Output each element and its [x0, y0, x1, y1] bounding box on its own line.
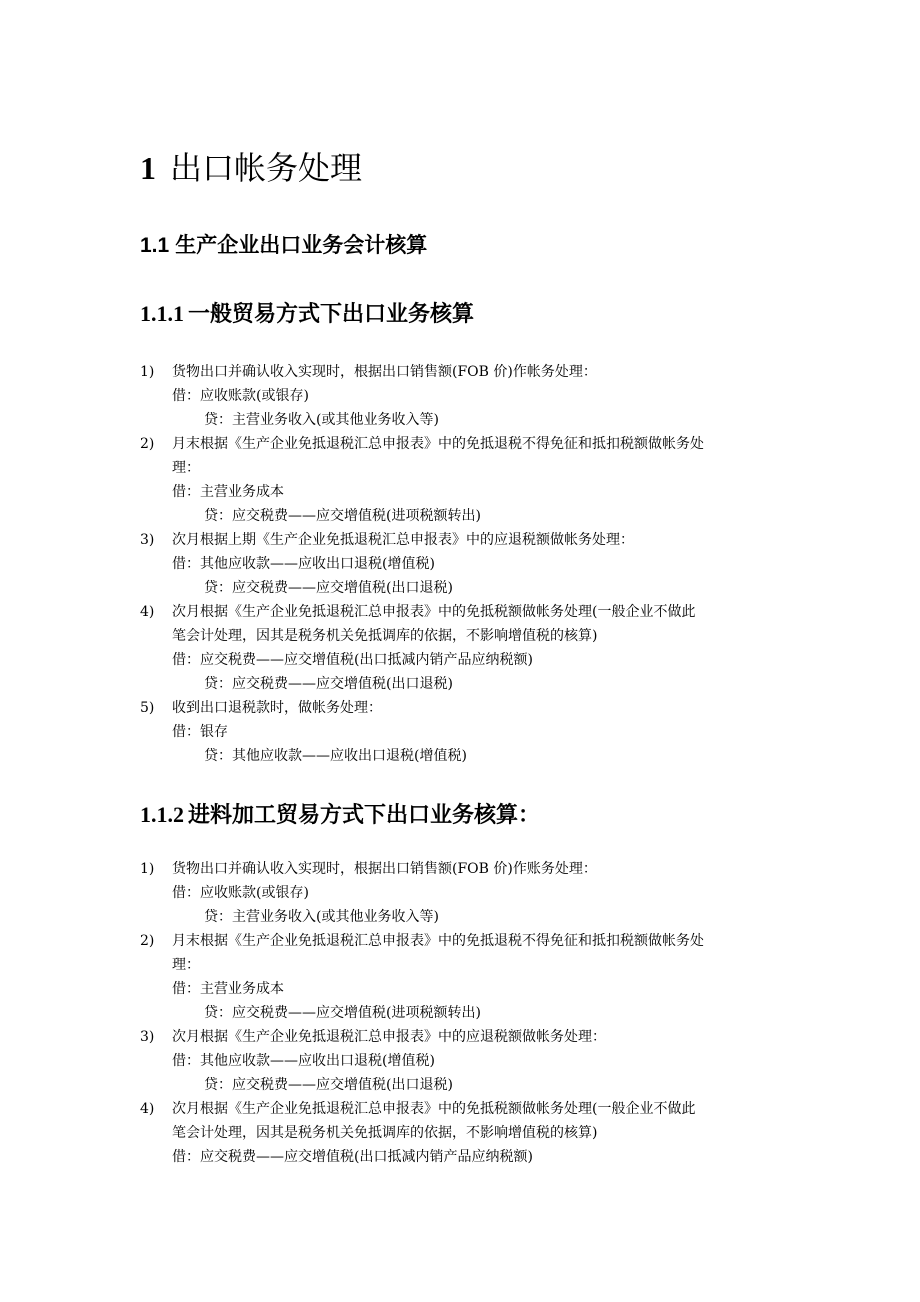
list-item	[140, 360, 790, 384]
list-item	[140, 929, 790, 953]
line-text: 笔会计处理，因其是税务机关免抵调库的依据，不影响增值税的核算)	[172, 628, 598, 644]
list-marker: 3)	[140, 1029, 155, 1045]
list-marker: 4)	[140, 1101, 155, 1117]
line-text: 月末根据《生产企业免抵退税汇总申报表》中的免抵退税不得免征和抵扣税额做帐务处	[172, 933, 704, 949]
list-marker: 1)	[140, 861, 155, 877]
line-text: 月末根据《生产企业免抵退税汇总申报表》中的免抵退税不得免征和抵扣税额做帐务处	[172, 436, 704, 452]
section-heading	[140, 229, 427, 262]
list-item	[140, 857, 790, 881]
line-text: 借：应收账款(或银存)	[172, 388, 309, 404]
credit-entry	[140, 672, 790, 696]
line-text: 收到出口退税款时，做帐务处理：	[172, 700, 382, 716]
line-text: 贷：应交税费——应交增值税(出口退税)	[204, 676, 453, 692]
line-text: 贷：应交税费——应交增值税(进项税额转出)	[204, 508, 481, 524]
list-marker: 1)	[140, 364, 155, 380]
credit-entry	[140, 905, 790, 929]
line-text: 贷：主营业务收入(或其他业务收入等)	[204, 412, 439, 428]
line-text: 货物出口并确认收入实现时，根据出口销售额(FOB 价)作账务处理：	[172, 861, 597, 877]
debit-entry	[140, 1145, 790, 1169]
line-text: 理：	[172, 957, 200, 973]
credit-entry	[140, 408, 790, 432]
list-item	[140, 1097, 790, 1121]
entry-list-2	[140, 857, 790, 1169]
line-text: 借：银存	[172, 724, 228, 740]
line-text: 贷：应交税费——应交增值税(出口退税)	[204, 1077, 453, 1093]
line-text: 笔会计处理，因其是税务机关免抵调库的依据，不影响增值税的核算)	[172, 1125, 598, 1141]
credit-entry	[140, 1001, 790, 1025]
debit-entry	[140, 648, 790, 672]
line-text: 理：	[172, 460, 200, 476]
chapter-title: 出口帐务处理	[170, 149, 363, 187]
debit-entry	[140, 384, 790, 408]
debit-entry	[140, 480, 790, 504]
line-text: 借：主营业务成本	[172, 981, 284, 997]
credit-entry	[140, 504, 790, 528]
list-marker: 2)	[140, 436, 155, 452]
line-text: 借：应交税费——应交增值税(出口抵减内销产品应纳税额)	[172, 652, 533, 668]
section-number: 1.1	[140, 234, 170, 257]
debit-entry	[140, 977, 790, 1001]
list-item	[140, 432, 790, 456]
line-text: 次月根据《生产企业免抵退税汇总申报表》中的免抵税额做帐务处理(一般企业不做此	[172, 604, 696, 620]
line-text: 次月根据《生产企业免抵退税汇总申报表》中的应退税额做帐务处理：	[172, 1029, 606, 1045]
section-title: 生产企业出口业务会计核算	[175, 233, 428, 257]
credit-entry	[140, 1073, 790, 1097]
list-item-continuation	[140, 953, 790, 977]
credit-entry	[140, 744, 790, 768]
list-item	[140, 696, 790, 720]
subsection-heading-2	[140, 798, 540, 833]
list-item	[140, 600, 790, 624]
debit-entry	[140, 881, 790, 905]
list-marker: 2)	[140, 933, 155, 949]
list-marker: 3)	[140, 532, 155, 548]
list-item-continuation	[140, 1121, 790, 1145]
line-text: 贷：主营业务收入(或其他业务收入等)	[204, 909, 439, 925]
line-text: 货物出口并确认收入实现时，根据出口销售额(FOB 价)作帐务处理：	[172, 364, 597, 380]
debit-entry	[140, 720, 790, 744]
chapter-number: 1	[140, 150, 156, 186]
debit-entry	[140, 1049, 790, 1073]
list-item	[140, 528, 790, 552]
line-text: 贷：应交税费——应交增值税(出口退税)	[204, 580, 453, 596]
line-text: 借：其他应收款——应收出口退税(增值税)	[172, 1053, 435, 1069]
line-text: 贷：其他应收款——应收出口退税(增值税)	[204, 748, 467, 764]
entry-list-1	[140, 360, 790, 768]
line-text: 借：主营业务成本	[172, 484, 284, 500]
list-item-continuation	[140, 624, 790, 648]
line-text: 次月根据上期《生产企业免抵退税汇总申报表》中的应退税额做帐务处理：	[172, 532, 634, 548]
credit-entry	[140, 576, 790, 600]
line-text: 贷：应交税费——应交增值税(进项税额转出)	[204, 1005, 481, 1021]
debit-entry	[140, 552, 790, 576]
list-item-continuation	[140, 456, 790, 480]
line-text: 借：应收账款(或银存)	[172, 885, 309, 901]
line-text: 借：其他应收款——应收出口退税(增值税)	[172, 556, 435, 572]
subsection-title: 一般贸易方式下出口业务核算	[188, 302, 475, 327]
chapter-heading	[140, 146, 362, 190]
list-marker: 4)	[140, 604, 155, 620]
line-text: 借：应交税费——应交增值税(出口抵减内销产品应纳税额)	[172, 1149, 533, 1165]
subsection-title: 进料加工贸易方式下出口业务核算：	[188, 803, 541, 828]
line-text: 次月根据《生产企业免抵退税汇总申报表》中的免抵税额做帐务处理(一般企业不做此	[172, 1101, 696, 1117]
subsection-number: 1.1.1	[140, 301, 184, 326]
subsection-heading-1	[140, 297, 474, 332]
subsection-number: 1.1.2	[140, 802, 184, 827]
list-item	[140, 1025, 790, 1049]
list-marker: 5)	[140, 700, 155, 716]
